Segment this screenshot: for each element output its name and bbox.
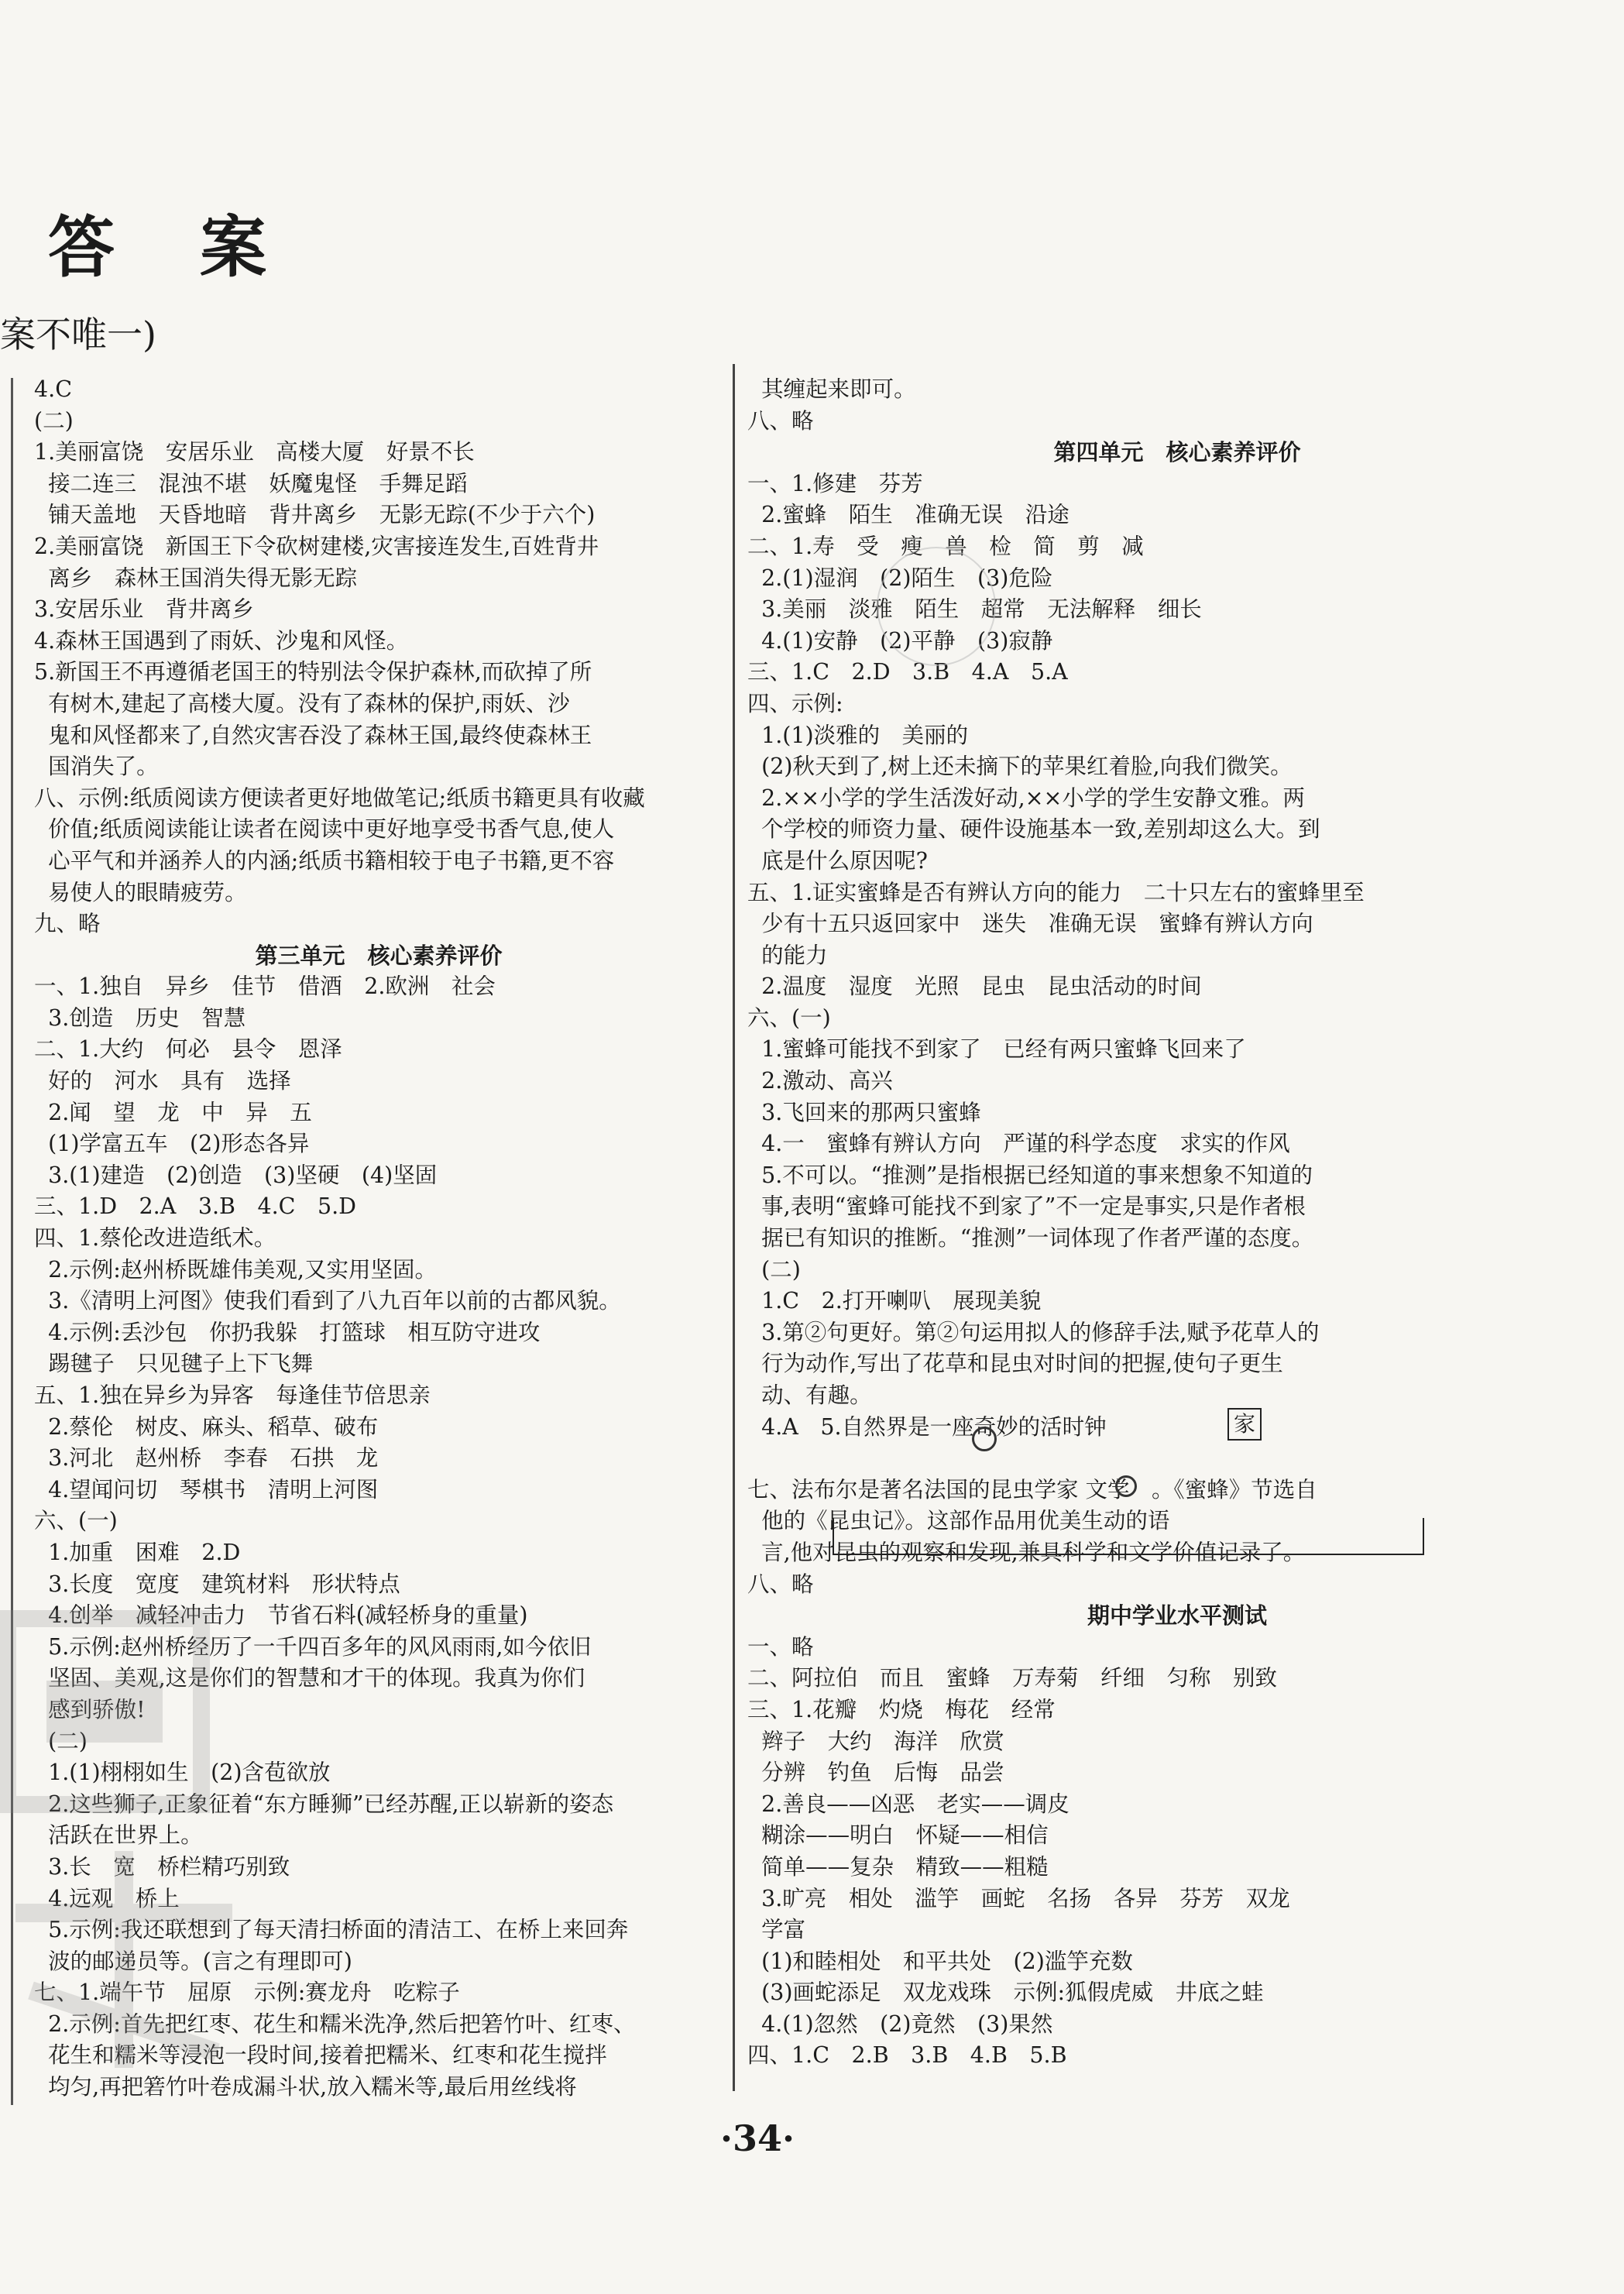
stamp-mark — [877, 547, 996, 666]
answer-line: 2.闻 望 龙 中 异 五 — [34, 1099, 312, 1125]
answer-line: 2.蜜蜂 陌生 准确无误 沿途 — [747, 502, 1070, 528]
answer-line: 他的《昆虫记》。这部作品用优美生动的语 — [747, 1508, 1170, 1534]
answer-line: 感到骄傲! — [34, 1696, 146, 1722]
answer-line: 5.不可以。“推测”是指根据已经知道的事来想象不知道的 — [747, 1162, 1313, 1188]
answer-line: (2)秋天到了,树上还未摘下的苹果红着脸,向我们微笑。 — [747, 754, 1293, 780]
answer-line: 均匀,再把箬竹叶卷成漏斗状,放入糯米等,最后用丝线将 — [34, 2074, 577, 2100]
answer-line: 言,他对昆虫的观察和发现,兼具科学和文学价值记录了。 — [747, 1539, 1306, 1565]
answer-line: 4.创举 减轻冲击力 节省石料(减轻桥身的重量) — [34, 1602, 528, 1629]
answer-line: 好的 河水 具有 选择 — [34, 1068, 291, 1094]
answer-line: 铺天盖地 天昏地暗 背井离乡 无影无踪(不少于六个) — [34, 502, 596, 528]
answer-line: 2.××小学的学生活泼好动,××小学的学生安静文雅。两 — [747, 785, 1305, 811]
answer-line: 六、(一) — [34, 1508, 118, 1534]
answer-line: 二、阿拉伯 而且 蜜蜂 万寿菊 纤细 匀称 别致 — [747, 1665, 1278, 1691]
answer-line: 四、1.C 2.B 3.B 4.B 5.B — [747, 2042, 1067, 2069]
answer-line: 1.(1)淡雅的 美丽的 — [747, 722, 969, 748]
answer-line: 3.长度 宽度 建筑材料 形状特点 — [34, 1571, 400, 1597]
answer-line: 4.森林王国遇到了雨妖、沙鬼和风怪。 — [34, 627, 409, 654]
answer-line: 易使人的眼睛疲劳。 — [34, 879, 247, 905]
answer-line: 有树木,建起了高楼大厦。没有了森林的保护,雨妖、沙 — [34, 690, 570, 716]
answer-line: 个学校的师资力量、硬件设施基本一致,差别却这么大。到 — [747, 816, 1320, 843]
answer-line: 分辨 钓鱼 后悔 品尝 — [747, 1760, 1004, 1786]
left-edge-line — [11, 378, 13, 2105]
answer-line: 行为动作,写出了花草和昆虫对时间的把握,使句子更生 — [747, 1351, 1283, 1377]
answer-line: 2.美丽富饶 新国王下令砍树建楼,灾害接连发生,百姓背井 — [34, 533, 599, 559]
answer-line: 1.加重 困难 2.D — [34, 1539, 241, 1565]
answer-line: 4.望闻问切 琴棋书 清明上河图 — [34, 1476, 379, 1502]
answer-line: 糊涂——明白 怀疑——相信 — [747, 1822, 1049, 1849]
answer-line: 3.(1)建造 (2)创造 (3)坚硬 (4)坚固 — [34, 1162, 438, 1188]
answer-line: 2.善良——凶恶 老实——调皮 — [747, 1791, 1070, 1817]
answer-line: 1.蜜蜂可能找不到家了 已经有两只蜜蜂飞回来了 — [747, 1036, 1246, 1063]
page-title: 答案 — [48, 209, 352, 287]
answer-line: 3.飞回来的那两只蜜蜂 — [747, 1099, 981, 1125]
answer-line: 2.蔡伦 树皮、麻头、稻草、破布 — [34, 1413, 379, 1440]
answer-line: 六、(一) — [747, 1004, 831, 1031]
answer-line: 三、1.D 2.A 3.B 4.C 5.D — [34, 1193, 356, 1220]
answer-line: 2.这些狮子,正象征着“东方睡狮”已经苏醒,正以崭新的姿态 — [34, 1791, 614, 1817]
answer-line: 3.第②句更好。第②句运用拟人的修辞手法,赋予花草人的 — [747, 1319, 1320, 1345]
answer-line: 八、略 — [747, 1571, 814, 1597]
answer-line: 接二连三 混浊不堪 妖魔鬼怪 手舞足蹈 — [34, 470, 468, 496]
annotation-bracket — [833, 1518, 1424, 1555]
answer-line: 三、1.C 2.D 3.B 4.A 5.A — [747, 659, 1068, 685]
answer-line: 3.长 宽 桥栏精巧别致 — [34, 1853, 290, 1880]
answer-line: 底是什么原因呢? — [747, 847, 928, 874]
answer-line: 波的邮递员等。(言之有理即可) — [34, 1948, 352, 1974]
answer-line: 4.(1)忽然 (2)竟然 (3)果然 — [747, 2011, 1053, 2037]
answer-line: 活跃在世界上。 — [34, 1822, 203, 1849]
answer-line: (二) — [747, 1256, 801, 1283]
answer-line: 3.美丽 淡雅 陌生 超常 无法解释 细长 — [747, 596, 1202, 623]
answer-line: 2.温度 湿度 光照 昆虫 昆虫活动的时间 — [747, 974, 1202, 1000]
right-answer-column — [747, 374, 1607, 2072]
answer-line: 二、1.寿 受 瘦 兽 检 简 剪 减 — [747, 533, 1144, 559]
left-answer-column — [34, 374, 723, 2103]
section-heading: 期中学业水平测试 — [1087, 1602, 1267, 1629]
page-number: ·34· — [720, 2117, 795, 2159]
answer-line: 三、1.花瓣 灼烧 梅花 经常 — [747, 1696, 1056, 1722]
answer-line: (1)学富五车 (2)形态各异 — [34, 1131, 310, 1157]
answer-line: 其缠起来即可。 — [747, 376, 916, 402]
answer-line: 3.《清明上河图》使我们看到了八九百年以前的古都风貌。 — [34, 1288, 621, 1314]
answer-line: 坚固、美观,这是你们的智慧和才干的体现。我真为你们 — [34, 1665, 585, 1691]
answer-line: 七、法布尔是著名法国的昆虫学家 文学 。《蜜蜂》节选自 — [747, 1476, 1317, 1502]
answer-line: 的能力 — [747, 942, 828, 968]
annotation-circle-mark — [972, 1427, 997, 1451]
answer-line: 国消失了。 — [34, 754, 159, 780]
column-divider — [733, 364, 735, 2091]
answer-line: 2.示例:首先把红枣、花生和糯米洗净,然后把箬竹叶、红枣、 — [34, 2011, 636, 2037]
answer-line: 5.示例:赵州桥经历了一千四百多年的风风雨雨,如今依旧 — [34, 1633, 592, 1660]
annotation-circle-mark — [1115, 1475, 1137, 1497]
answer-line — [747, 1443, 1607, 1475]
answer-line: 辫子 大约 海洋 欣赏 — [747, 1728, 1004, 1754]
answer-line: 3.旷亮 相处 滥竽 画蛇 名扬 各异 芬芳 双龙 — [747, 1885, 1290, 1911]
page-subtitle: 案不唯一) — [0, 314, 156, 355]
answer-line: 1.美丽富饶 安居乐业 高楼大厦 好景不长 — [34, 439, 475, 465]
answer-line: 1.(1)栩栩如生 (2)含苞欲放 — [34, 1760, 331, 1786]
section-heading: 第三单元 核心素养评价 — [255, 942, 503, 969]
answer-line: 一、1.修建 芬芳 — [747, 470, 923, 496]
answer-line: 七、1.端午节 屈原 示例:赛龙舟 吃粽子 — [34, 1980, 460, 2006]
answer-line: 五、1.独在异乡为异客 每逢佳节倍思亲 — [34, 1382, 431, 1408]
answer-line: 4.(1)安静 (2)平静 (3)寂静 — [747, 627, 1053, 654]
answer-line: 2.激动、高兴 — [747, 1068, 893, 1094]
answer-line: 3.河北 赵州桥 李春 石拱 龙 — [34, 1445, 379, 1472]
answer-line: 3.安居乐业 背井离乡 — [34, 596, 254, 623]
answer-line: 五、1.证实蜜蜂是否有辨认方向的能力 二十只左右的蜜蜂里至 — [747, 879, 1365, 905]
answer-line: 二、1.大约 何必 县令 恩泽 — [34, 1036, 342, 1063]
answer-line: 八、示例:纸质阅读方便读者更好地做笔记;纸质书籍更具有收藏 — [34, 785, 645, 811]
answer-line: 据已有知识的推断。“推测”一词体现了作者严谨的态度。 — [747, 1225, 1314, 1252]
answer-line: (二) — [34, 407, 74, 434]
answer-line: 心平气和并涵养人的内涵;纸质书籍相较于电子书籍,更不容 — [34, 847, 615, 874]
answer-line: 4.一 蜜蜂有辨认方向 严谨的科学态度 求实的作风 — [747, 1131, 1290, 1157]
answer-line: 4.A 5.自然界是一座奇妙的活时钟 — [747, 1413, 1107, 1440]
answer-line: 简单——复杂 精致——粗糙 — [747, 1853, 1049, 1880]
answer-line: 四、示例: — [747, 690, 843, 716]
answer-line: 鬼和风怪都来了,自然灾害吞没了森林王国,最终使森林王 — [34, 722, 592, 748]
answer-line: 八、略 — [747, 407, 814, 434]
answer-line: 四、1.蔡伦改进造纸术。 — [34, 1225, 276, 1252]
answer-line: 九、略 — [34, 911, 101, 937]
home-label-box: 家 — [1227, 1408, 1262, 1441]
answer-line: 学富 — [747, 1917, 806, 1943]
answer-line: 4.C — [34, 376, 72, 402]
answer-line: 离乡 森林王国消失得无影无踪 — [34, 565, 358, 591]
answer-line: (二) — [34, 1728, 88, 1754]
answer-line: 5.新国王不再遵循老国王的特别法令保护森林,而砍掉了所 — [34, 659, 592, 685]
answer-line: 事,表明“蜜蜂可能找不到家了”不一定是事实,只是作者根 — [747, 1193, 1306, 1220]
answer-line: 少有十五只返回家中 迷失 准确无误 蜜蜂有辨认方向 — [747, 911, 1313, 937]
answer-line: 一、略 — [747, 1633, 814, 1660]
answer-line: 1.C 2.打开喇叭 展现美貌 — [747, 1288, 1042, 1314]
answer-line: 3.创造 历史 智慧 — [34, 1004, 246, 1031]
answer-line: 动、有趣。 — [747, 1382, 872, 1408]
answer-line: 踢毽子 只见毽子上下飞舞 — [34, 1351, 314, 1377]
answer-line: (1)和睦相处 和平共处 (2)滥竽充数 — [747, 1948, 1133, 1974]
answer-line: 5.示例:我还联想到了每天清扫桥面的清洁工、在桥上来回奔 — [34, 1917, 629, 1943]
answer-line: 2.示例:赵州桥既雄伟美观,又实用坚固。 — [34, 1256, 437, 1283]
answer-line: 4.远观 桥上 — [34, 1885, 180, 1911]
answer-line: 价值;纸质阅读能让读者在阅读中更好地享受书香气息,使人 — [34, 816, 615, 843]
answer-line: 一、1.独自 异乡 佳节 借酒 2.欧洲 社会 — [34, 974, 496, 1000]
section-heading: 第四单元 核心素养评价 — [1053, 439, 1301, 466]
answer-line: 4.示例:丢沙包 你扔我躲 打篮球 相互防守进攻 — [34, 1319, 541, 1345]
answer-line: 2.(1)湿润 (2)陌生 (3)危险 — [747, 565, 1053, 591]
answer-line: 花生和糯米等浸泡一段时间,接着把糯米、红枣和花生搅拌 — [34, 2042, 607, 2069]
answer-line: (3)画蛇添足 双龙戏珠 示例:狐假虎威 井底之蛙 — [747, 1980, 1264, 2006]
